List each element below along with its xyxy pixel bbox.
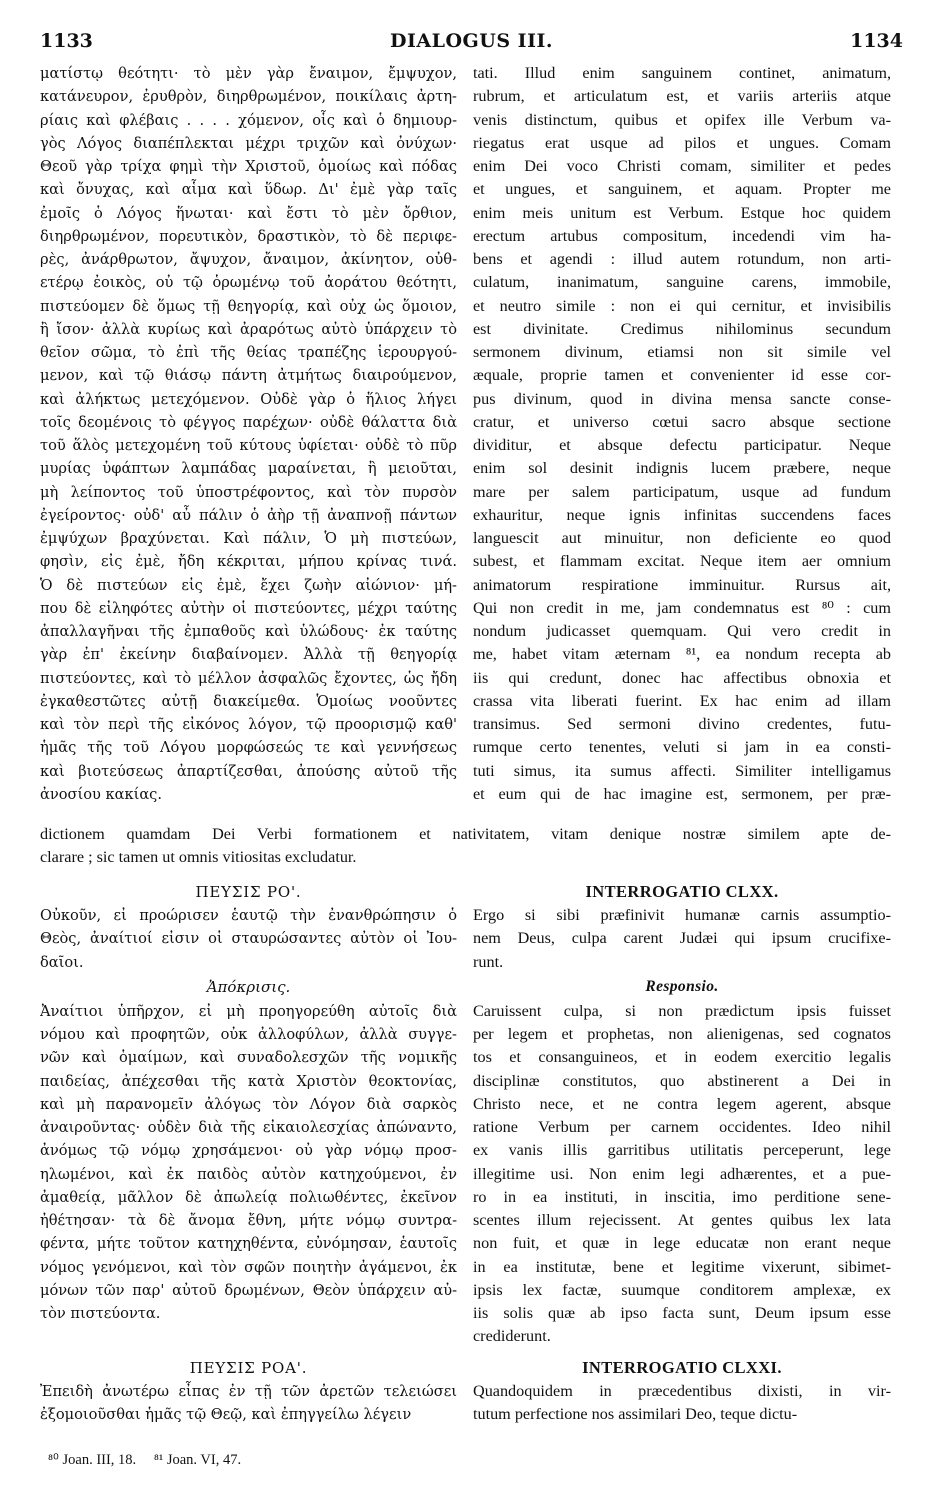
question-text bbox=[473, 904, 891, 974]
text-line: θεῖον σῶμα, τὸ ἐπὶ τῆς θείας τραπέζης ἱερουργού- bbox=[40, 344, 457, 361]
greek-column-main bbox=[40, 62, 457, 806]
text-line: ro in ea instituti, in inscitia, imo perditione sene- bbox=[473, 1187, 891, 1206]
text-line: dictionem quamdam Dei Verbi formationem et nativitatem, vitam denique nostræ similem apte de- bbox=[40, 825, 891, 843]
text-line: iis solis quæ ab ipso facta sunt, Deum ipsum esse bbox=[473, 1304, 891, 1322]
text-line: erectum artubus compositum, incedendi vim ha- bbox=[473, 226, 891, 245]
page-title: DIALOGUS III. bbox=[390, 30, 553, 52]
question-text bbox=[40, 1380, 457, 1427]
text-line: Θεὸς, ἀναίτιοί εἰσιν οἱ σταυρώσαντες αὐτὸν οἱ Ἰου- bbox=[40, 930, 457, 948]
text-line: tutum perfectione nos assimilari Deo, teque dictu- bbox=[473, 1405, 798, 1424]
text-line: me, habet vitam æternam ⁸¹, ea nondum recepta ab bbox=[473, 645, 891, 664]
spanning-text bbox=[40, 823, 891, 870]
text-line: tos et consanguineos, et in eodem exercitio legalis bbox=[473, 1048, 891, 1067]
text-line: ρίαις καὶ φλέβαις . . . . χόμενον, οἷς καὶ ὁ δημιουρ- bbox=[40, 111, 457, 129]
text-line: enim Dei voco Christi comam, similiter et pedes bbox=[473, 157, 891, 175]
question-text bbox=[40, 904, 457, 974]
text-line: enim sol desinit indignis lucem præbere, neque bbox=[473, 459, 891, 478]
text-line: æquale, proprie tamen et convenienter id esse cor- bbox=[473, 366, 891, 385]
text-line: ἀνόμως τῷ νόμῳ χρησάμενοι· οὐ γὰρ νόμῳ προσ- bbox=[40, 1142, 457, 1160]
text-line: Ἐπειδὴ ἀνωτέρω εἶπας ἐν τῇ τῶν ἀρετῶν τελειώσει bbox=[40, 1383, 457, 1400]
text-line: νόμος γενόμενοι, καὶ τὸν σφῶν ποιητὴν ἀγάμενοι, ἐκ bbox=[40, 1258, 457, 1276]
text-line: in ea institutæ, bene et legitime vixerunt, sibimet- bbox=[473, 1257, 891, 1276]
text-line: καὶ ἀλήκτως μετεχόμενον. Οὐδὲ γὰρ ὁ ἥλιος λήγει bbox=[40, 390, 457, 408]
running-head bbox=[40, 30, 903, 56]
text-line: Quandoquidem in præcedentibus dixisti, in vir- bbox=[473, 1382, 891, 1400]
footnotes bbox=[48, 1452, 255, 1469]
text-line: μὴ λείποντος τοῦ ὑποστρέφοντος, καὶ τὸν πυρσὸν bbox=[40, 483, 457, 501]
text-line: sermonem divinum, etiamsi non sit simile vel bbox=[473, 343, 891, 361]
text-line: που δὲ εἰληφότες αὐτὴν οἱ πιστεύοντες, μέχρι ταύτης bbox=[40, 599, 457, 617]
text-line: ἀπαλλαγῆναι τῆς ἐμπαθοῦς καὶ ὑλώδους· ἐκ ταύτης bbox=[40, 623, 457, 640]
text-line: πιστεύοντες, καὶ τὸ μέλλον ἀσφαλῶς ἔχοντες, ὡς ἤδη bbox=[40, 669, 457, 687]
text-line: runt. bbox=[473, 952, 504, 971]
text-line: venis distinctum, quibus et opifex ille Verbum va- bbox=[473, 110, 891, 129]
text-line: tuti simus, ita sumus affecti. Similiter intelligamus bbox=[473, 761, 891, 780]
greek-question-170 bbox=[40, 880, 457, 1325]
text-line: μενον, καὶ τῷ θιάσῳ πάντη ἀτμήτως διαιρούμενον, bbox=[40, 367, 457, 385]
text-line: non fuit, et quæ in lege educatæ non erant neque bbox=[473, 1234, 891, 1253]
text-line: τοῖς δεομένοις τὸ φέγγος παρέχων· οὐδὲ θάλαττα διὰ bbox=[40, 413, 457, 431]
section-heading-latin: INTERROGATIO CLXX. bbox=[585, 882, 779, 901]
text-line: animatorum respiratione imminuitur. Rursus ait, bbox=[473, 575, 891, 594]
text-line: subest, et flammam excitat. Neque item aer omnium bbox=[473, 552, 891, 571]
text-line: Ergo si sibi præfinivit humanæ carnis assumptio- bbox=[473, 906, 891, 924]
question-text bbox=[473, 1380, 891, 1427]
text-line: καὶ μὴ παρανομεῖν ἀλόγως τὸν Λόγον διὰ σαρκὸς bbox=[40, 1095, 457, 1113]
text-line: ἡμᾶς τῆς τοῦ Λόγου μορφώσεώς τε καὶ γεννήσεως bbox=[40, 739, 457, 757]
text-line: cratur, et universo cœtui sacro absque sectione bbox=[473, 412, 891, 431]
section-heading-greek: ΠΕΥΣΙΣ ΡΟΑ'. bbox=[189, 1359, 308, 1377]
text-line: est divinitate. Credimus nihilominus secundum bbox=[473, 319, 891, 338]
text-line: μυρίας ὑφάπτων λαμπάδας μαραίνεται, ἢ μειοῦται, bbox=[40, 460, 457, 478]
latin-column-main bbox=[473, 62, 891, 806]
text-line: Christo nece, et ne contra legem agerent, absque bbox=[473, 1094, 891, 1113]
text-line: ἢ ἴσον· ἀλλὰ κυρίως καὶ ἀραρότως αὐτὸ ὑπάρχειν τὸ bbox=[40, 320, 457, 338]
text-line: culatum, inanimatum, sanguine carens, immobile, bbox=[473, 273, 891, 292]
text-line: τοῦ ἅλὸς μετεχομένη τοῦ κύτους ὑφίεται· οὐδὲ τὸ πῦρ bbox=[40, 437, 457, 454]
text-line: τὸν πιστεύοντα. bbox=[40, 1305, 161, 1322]
text-line: γὸς Λόγος διαπέπλεκται μέχρι τριχῶν καὶ ὀνύχων· bbox=[40, 134, 457, 152]
text-line: Ὁ δὲ πιστεύων εἰς ἐμὲ, ἔχει ζωὴν αἰώνιον· μή- bbox=[40, 576, 457, 594]
text-line: καὶ τὸν περὶ τῆς εἰκόνος λόγον, τῷ προορισμῷ καθ' bbox=[40, 716, 457, 733]
text-line: nondum judicasset quemquam. Qui vero credit in bbox=[473, 622, 891, 640]
text-line: γὰρ ἐπ' ἐκείνην διαβαίνομεν. Ἀλλὰ τῇ θεηγορίᾳ bbox=[40, 646, 457, 664]
text-line: παιδείας, ἀπέχεσθαι τῆς κατὰ Χριστὸν θεοκτονίας, bbox=[40, 1072, 457, 1090]
text-line: Θεοῦ γὰρ τρίχα φημὶ τὴν Χριστοῦ, ὁμοίως καὶ πόδας bbox=[40, 158, 457, 175]
text-line: φέντα, μήτε τοῦτον κατηχηθέντα, εὐνόμησαν, ἑαυτοῖς bbox=[40, 1235, 457, 1253]
text-line: ipsis lex factæ, suumque conditorem amplexæ, ex bbox=[473, 1280, 891, 1299]
footnote-80: ⁸⁰ Joan. III, 18. bbox=[48, 1452, 137, 1468]
text-line: dividitur, et absque defectu participatur. Neque bbox=[473, 436, 891, 454]
text-line: riegatus erat usque ad pilos et ungues. Comam bbox=[473, 133, 891, 152]
page-number-right: 1134 bbox=[850, 30, 903, 52]
text-line: νόμου καὶ προφητῶν, οὐκ ἀλλοφύλων, ἀλλὰ συγγε- bbox=[40, 1026, 457, 1043]
text-line: iis qui credunt, donec hac affectibus obnoxia et bbox=[473, 668, 891, 687]
text-line: καὶ ὄνυχας, καὶ αἷμα καὶ ὕδωρ. Δι' ἐμὲ γὰρ ταῖς bbox=[40, 181, 457, 199]
text-line: bens et agendi : illud autem rotundum, non arti- bbox=[473, 250, 891, 268]
text-line: κατάνευρον, ἐρυθρὸν, διηρθρωμένον, ποικίλαις ἀρτη- bbox=[40, 88, 457, 106]
text-line: ρὲς, ἀνάρθρωτον, ἄψυχον, ἄναιμον, ἀκίνητον, οὐθ- bbox=[40, 251, 457, 268]
answer-heading-greek: Ἀπόκρισις. bbox=[206, 977, 291, 996]
text-line: ἀμαθείᾳ, μᾶλλον δὲ ἀπωλείᾳ πολιωθέντες, ἐκεῖνον bbox=[40, 1188, 457, 1206]
text-line: exhauritur, neque ignis infinitas succendens faces bbox=[473, 505, 891, 524]
text-line: transimus. Sed sermoni divino credentes, futu- bbox=[473, 715, 891, 733]
text-line: languescit aut minuitur, non deficiente eo quod bbox=[473, 529, 891, 547]
text-line: ετέρῳ ἐοικὸς, οὐ τῷ ὁρωμένῳ τοῦ ἀοράτου θεότητι, bbox=[40, 274, 457, 292]
text-line: ἠθέτησαν· τὰ δὲ ἄνομα ἔθνη, μήτε νόμῳ συντρα- bbox=[40, 1212, 457, 1229]
text-line: ratione Verbum per carnem occidentes. Ideo nihil bbox=[473, 1118, 891, 1136]
latin-question-171 bbox=[473, 1356, 891, 1427]
page-number-left: 1133 bbox=[40, 30, 93, 52]
footnote-81: ⁸¹ Joan. VI, 47. bbox=[153, 1452, 242, 1468]
text-line: Ἀναίτιοι ὑπῆρχον, εἰ μὴ προηγορεύθη αὐτοῖς διὰ bbox=[40, 1002, 457, 1020]
answer-text bbox=[40, 1000, 457, 1326]
text-line: et eum qui de hac imagine est, sermonem, per præ- bbox=[473, 784, 891, 803]
text-line: clarare ; sic tamen ut omnis vitiositas excludatur. bbox=[40, 848, 357, 867]
text-line: ἐξομοιοῦσθαι ἡμᾶς τῷ Θεῷ, καὶ ἐπηγγείλω λέγειν bbox=[40, 1406, 412, 1424]
section-heading-latin: INTERROGATIO CLXXI. bbox=[582, 1358, 782, 1377]
text-line: ἐμοῖς ὁ Λόγος ἥνωται· καὶ ἔστι τὸ μὲν ὄρθιον, bbox=[40, 204, 457, 222]
text-line: πιστεύομεν δὲ ὅμως τῇ θεηγορίᾳ, καὶ οὐχ ὡς ὅμοιον, bbox=[40, 297, 457, 315]
text-line: ἐγκαθεστῶτες αὐτῇ διακείμεθα. Ὁμοίως νοοῦντες bbox=[40, 692, 457, 710]
text-line: ἐμψύχων βραχύνεται. Καὶ πάλιν, Ὁ μὴ πιστεύων, bbox=[40, 530, 457, 547]
text-line: ἀνοσίου κακίας. bbox=[40, 785, 162, 803]
text-line: ηλωμένοι, καὶ ἐκ παιδὸς αὐτὸν κατηχούμενοι, ἐν bbox=[40, 1165, 457, 1183]
text-line: rubrum, et articulatum est, et variis arteriis atque bbox=[473, 87, 891, 106]
answer-text bbox=[473, 1000, 891, 1349]
text-line: nem Deus, culpa carent Judæi qui ipsum crucifixe- bbox=[473, 929, 891, 948]
text-line: δαῖοι. bbox=[40, 953, 84, 971]
text-line: mare per salem participatum, usque ad fundum bbox=[473, 482, 891, 501]
text-line: καὶ βιοτεύσεως ἀπαρτίζεσθαι, ἀπούσης αὐτοῦ τῆς bbox=[40, 762, 457, 780]
text-line: scentes illum rejecissent. At gentes quibus lex lata bbox=[473, 1211, 891, 1229]
text-line: Qui non credit in me, jam condemnatus est ⁸⁰ : cum bbox=[473, 598, 891, 617]
section-heading-greek: ΠΕΥΣΙΣ ΡΟ'. bbox=[195, 883, 302, 901]
text-line: per legem et prophetas, non alienigenas, sed cognatos bbox=[473, 1025, 891, 1043]
text-line: rumque certo tenentes, veluti si jam in ea consti- bbox=[473, 738, 891, 757]
text-line: et neutro simile : non ei qui cernitur, et invisibilis bbox=[473, 296, 891, 315]
text-line: et ungues, et sanguinem, et aquam. Propter me bbox=[473, 180, 891, 199]
text-line: ἀναιροῦντας· οὐδὲν διὰ τῆς εἰκαιολεσχίας ἀπώναντο, bbox=[40, 1119, 457, 1136]
text-line: διηρθρωμένον, πορευτικὸν, δραστικὸν, τὸ δὲ περιφε- bbox=[40, 227, 457, 245]
text-line: νῶν καὶ ὁμαίμων, καὶ συναδολεσχῶν τῆς νομικῆς bbox=[40, 1049, 457, 1067]
greek-question-171 bbox=[40, 1356, 457, 1427]
latin-question-170 bbox=[473, 880, 891, 1349]
text-line: tati. Illud enim sanguinem continet, animatum, bbox=[473, 64, 891, 82]
text-line: disciplinæ constitutos, quo abstinerent a Dei in bbox=[473, 1071, 891, 1090]
text-line: φησὶν, εἰς ἐμὲ, ἤδη κέκριται, μήπου κρίνας τινά. bbox=[40, 553, 457, 571]
text-line: crassa vita liberati fuerint. Ex hac enim ad illam bbox=[473, 691, 891, 710]
text-line: enim meis unitum est Verbum. Estque hoc quidem bbox=[473, 203, 891, 222]
text-line: ἐγείροντος· οὐδ' αὖ πάλιν ὁ ἀὴρ τῇ ἀναπνοῇ πάντων bbox=[40, 506, 457, 524]
text-line: Οὐκοῦν, εἰ προώρισεν ἑαυτῷ τὴν ἐνανθρώπησιν ὁ bbox=[40, 907, 457, 924]
text-line: illegitime usi. Non enim legi adhærentes, et a pue- bbox=[473, 1164, 891, 1183]
text-line: crediderunt. bbox=[473, 1327, 551, 1346]
text-line: ματίστῳ θεότητι· τὸ μὲν γὰρ ἔναιμον, ἔμψυχον, bbox=[40, 65, 457, 82]
answer-heading-latin: Responsio. bbox=[645, 977, 719, 995]
text-line: Caruissent culpa, si non prædictum ipsis fuisset bbox=[473, 1001, 891, 1020]
text-line: ex vanis illis garritibus utilitatis perceperunt, lege bbox=[473, 1141, 891, 1160]
text-line: pus divinum, quod in divina mensa sancte conse- bbox=[473, 389, 891, 408]
text-line: μόνων τῶν παρ' αὐτοῦ δρωμένων, Θεὸν ὑπάρχειν αὐ- bbox=[40, 1281, 457, 1299]
